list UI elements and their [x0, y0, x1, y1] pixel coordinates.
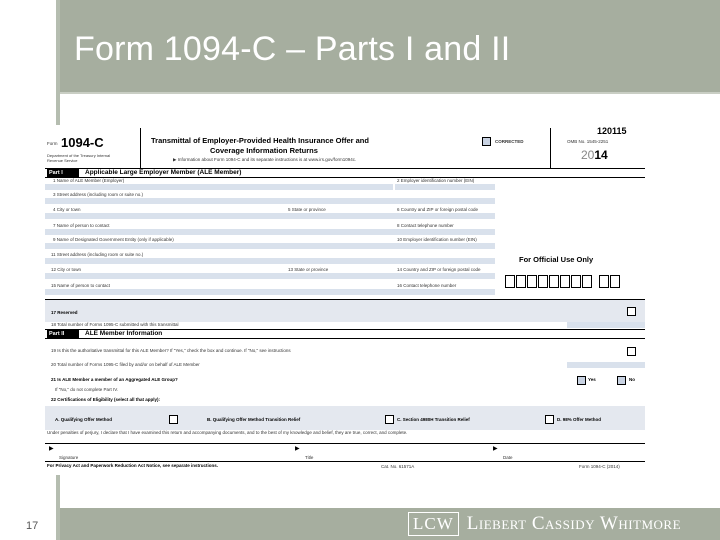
- corrected-label: CORRECTED: [495, 139, 524, 144]
- line16-label: 16 Contact telephone number: [397, 283, 457, 288]
- part2-tag: Part II: [47, 330, 79, 338]
- cert-c-checkbox: [545, 415, 554, 424]
- corrected-checkbox: [482, 137, 491, 146]
- line12-label: 12 City or town: [51, 267, 82, 272]
- line12-14-field: [45, 273, 495, 279]
- cert-b: B. Qualifying Offer Method Transition Relief: [207, 417, 301, 422]
- line19-label: 19 Is this the authoritative transmittal for this ALE Member? If "Yes," check the box and continue. If "No," see instructions: [51, 348, 291, 353]
- lines17-18-band: [45, 300, 645, 322]
- line21-no: No: [629, 377, 635, 382]
- logo-box: LCW: [408, 512, 459, 536]
- line18-field: [567, 322, 645, 328]
- official-use-boxes: [505, 275, 620, 288]
- form-year: [581, 148, 608, 162]
- line13-label: 13 State or province: [288, 267, 329, 272]
- line9-label: 9 Name of Designated Government Entity (only if applicable): [53, 237, 174, 242]
- part1-tag: Part I: [47, 169, 79, 177]
- part1-title: Applicable Large Employer Member (ALE Member): [85, 169, 242, 176]
- line10-label: 10 Employer identification number (EIN): [397, 237, 477, 242]
- form-number: 1094-C: [61, 135, 104, 150]
- cat-number: Cat. No. 61571A: [381, 464, 415, 469]
- date-label: Date: [503, 455, 513, 460]
- department-label: Department of the Treasury Internal Revenue Service: [47, 153, 111, 163]
- official-box: [549, 275, 559, 288]
- form-label: Form: [47, 141, 58, 146]
- line11-field: [45, 258, 495, 264]
- official-box: [610, 275, 620, 288]
- header-divider: [60, 92, 720, 94]
- line7-8-field: [45, 229, 495, 235]
- line3-label: 3 Street address (including room or suite no.): [53, 192, 144, 197]
- signature-bottom-rule: [45, 461, 645, 462]
- line21-no-checkbox: [617, 376, 626, 385]
- line17-label: 17 Reserved: [51, 310, 78, 315]
- date-arrow: ▶: [493, 446, 498, 452]
- part2-bottom-rule: [45, 338, 645, 339]
- official-use-label: For Official Use Only: [519, 255, 594, 264]
- line22-label: 22 Certifications of Eligibility (select all that apply):: [51, 397, 161, 402]
- title-arrow: ▶: [295, 446, 300, 452]
- year-suffix: 14: [594, 148, 608, 162]
- cert-d: D. 98% Offer Method: [557, 417, 602, 422]
- omb-number: OMB No. 1545-2251: [567, 139, 609, 144]
- line21-yes: Yes: [588, 377, 596, 382]
- line14-label: 14 Country and ZIP or foreign postal code: [397, 267, 481, 272]
- line20-field: [567, 362, 645, 368]
- official-box: [527, 275, 537, 288]
- official-box: [560, 275, 570, 288]
- line21-label: 21 Is ALE Member a member of an Aggregated ALE Group?: [51, 377, 178, 382]
- official-box: [582, 275, 592, 288]
- part2-title: ALE Member Information: [85, 330, 163, 337]
- line8-label: 8 Contact telephone number: [397, 223, 454, 228]
- logo-name: Liebert Cassidy Whitmore: [466, 513, 682, 534]
- official-box: [505, 275, 515, 288]
- cert-a-checkbox: [169, 415, 178, 424]
- year-prefix: 20: [581, 148, 595, 162]
- line2-label: 2 Employer identification number (EIN): [397, 178, 475, 183]
- certifications-band: [45, 406, 645, 430]
- line7-label: 7 Name of person to contact: [53, 223, 110, 228]
- cert-b-checkbox: [385, 415, 394, 424]
- signature-top-rule: [45, 443, 645, 444]
- line15-label: 15 Name of person to contact: [51, 283, 111, 288]
- line18-label: 18 Total number of Forms 1095-C submitted with this transmittal: [51, 322, 179, 327]
- cert-a: A. Qualifying Offer Method: [55, 417, 112, 422]
- form-info-line: ▶ Information about Form 1094-C and its separate instructions is at www.irs.gov/form1094c.: [173, 157, 357, 162]
- slide-title: Form 1094-C – Parts I and II: [74, 30, 511, 68]
- firm-logo: [408, 511, 681, 537]
- form-code: 120115: [597, 126, 627, 136]
- line1-label: 1 Name of ALE Member (Employer): [53, 178, 125, 183]
- official-box: [516, 275, 526, 288]
- header-separator: [140, 128, 141, 168]
- official-box: [571, 275, 581, 288]
- title-label: Title: [305, 455, 314, 460]
- line4-label: 4 City or town: [53, 207, 81, 212]
- form-1094c-image: [45, 125, 645, 475]
- line21-note: If "No," do not complete Part IV.: [55, 387, 119, 392]
- signature-arrow: ▶: [49, 446, 54, 452]
- perjury-statement: Under penalties of perjury, I declare that I have examined this return and accompanying documents, and to the best of my knowledge and belief, they are true, correct, and complete.: [47, 430, 408, 435]
- part1-bottom-rule: [45, 177, 645, 178]
- page-number: 17: [26, 520, 39, 532]
- form-footer: Form 1094-C (2014): [579, 464, 620, 469]
- official-box: [538, 275, 548, 288]
- header-separator-right: [550, 128, 551, 168]
- line21-yes-checkbox: [577, 376, 586, 385]
- line20-label: 20 Total number of Forms 1095-C filed by and/or on behalf of ALE Member: [51, 362, 200, 367]
- form-title-line1: Transmittal of Employer-Provided Health Insurance Offer and: [151, 136, 369, 145]
- line4-6-field: [45, 213, 495, 219]
- line2-field: [395, 184, 495, 190]
- line15-16-field: [45, 289, 495, 295]
- official-box: [599, 275, 609, 288]
- signature-label: Signature: [59, 455, 79, 460]
- line6-label: 6 Country and ZIP or foreign postal code: [397, 207, 478, 212]
- line19-checkbox: [627, 347, 636, 356]
- line3-field: [45, 198, 495, 204]
- line17-checkbox: [627, 307, 636, 316]
- form-title-line2: Coverage Information Returns: [210, 146, 318, 155]
- line1-field: [45, 184, 393, 190]
- line11-label: 11 Street address (including room or suite no.): [51, 252, 144, 257]
- line5-label: 5 State or province: [288, 207, 326, 212]
- cert-c: C. Section 4980H Transition Relief: [397, 417, 470, 422]
- privacy-notice: For Privacy Act and Paperwork Reduction Act Notice, see separate instructions.: [47, 463, 218, 468]
- line9-10-field: [45, 243, 495, 249]
